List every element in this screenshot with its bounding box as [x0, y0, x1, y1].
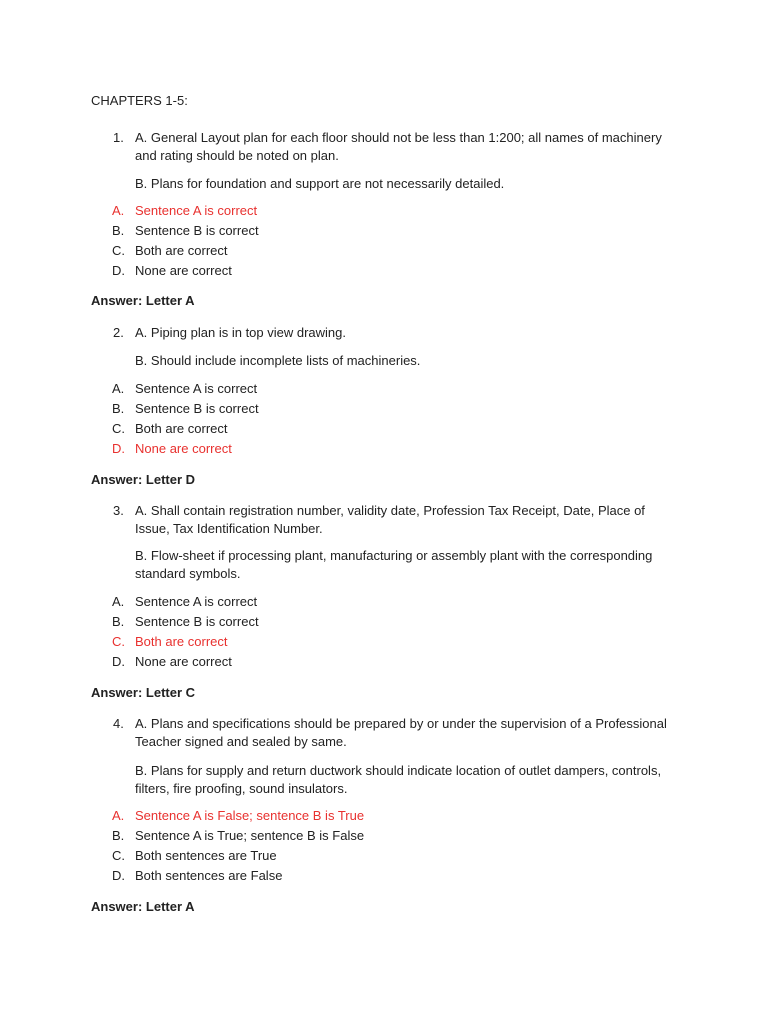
option-text: Both are correct	[135, 421, 228, 436]
option-letter: B.	[112, 614, 125, 629]
page-heading: CHAPTERS 1-5:	[91, 93, 188, 108]
option-text: Both are correct	[135, 634, 228, 649]
option-text: Sentence A is True; sentence B is False	[135, 828, 365, 843]
option-text: Sentence B is correct	[135, 401, 259, 416]
question-statement-b: B. Plans for supply and return ductwork should indicate location of outlet dampers, controls, filters, fire proofing, sound insulators.	[135, 763, 662, 796]
option-letter: D.	[112, 263, 125, 278]
question-statement-a: A. Piping plan is in top view drawing.	[135, 325, 347, 340]
option-text: Both sentences are True	[135, 848, 277, 863]
option-text: Sentence B is correct	[135, 614, 259, 629]
option-text: Sentence A is correct	[135, 594, 258, 609]
question-statement-a: A. Shall contain registration number, validity date, Profession Tax Receipt, Date, Place of Issue, Tax Identification Number.	[135, 503, 645, 536]
option-text: None are correct	[135, 441, 232, 456]
option-letter: B.	[112, 828, 125, 843]
option-letter: C.	[112, 421, 125, 436]
option-letter: B.	[112, 401, 125, 416]
question-statement-a: A. General Layout plan for each floor should not be less than 1:200; all names of machinery and rating should be noted on plan.	[135, 130, 662, 163]
question-statement-a: A. Plans and specifications should be prepared by or under the supervision of a Professional Teacher signed and sealed by same.	[135, 716, 667, 749]
answer-line: Answer: Letter C	[91, 685, 196, 700]
option-letter: D.	[112, 868, 125, 883]
question-statement-b: B. Plans for foundation and support are not necessarily detailed.	[135, 176, 505, 191]
option-letter: C.	[112, 243, 125, 258]
answer-line: Answer: Letter A	[91, 293, 195, 308]
answer-line: Answer: Letter A	[91, 899, 195, 914]
option-text: Sentence A is correct	[135, 203, 258, 218]
option-text: Sentence B is correct	[135, 223, 259, 238]
answer-line: Answer: Letter D	[91, 472, 196, 487]
option-text: Sentence A is correct	[135, 381, 258, 396]
option-letter: A.	[112, 808, 125, 823]
option-letter: D.	[112, 654, 125, 669]
question-statement-b: B. Should include incomplete lists of machineries.	[135, 353, 421, 368]
option-text: None are correct	[135, 654, 232, 669]
question-number: 3.	[113, 503, 124, 518]
question-number: 2.	[113, 325, 124, 340]
question-number: 4.	[113, 716, 124, 731]
option-letter: B.	[112, 223, 125, 238]
option-text: Both sentences are False	[135, 868, 283, 883]
option-letter: D.	[112, 441, 125, 456]
option-letter: C.	[112, 848, 125, 863]
question-number: 1.	[113, 130, 124, 145]
option-text: Both are correct	[135, 243, 228, 258]
option-letter: A.	[112, 381, 125, 396]
option-text: None are correct	[135, 263, 232, 278]
option-text: Sentence A is False; sentence B is True	[135, 808, 365, 823]
option-letter: A.	[112, 594, 125, 609]
question-statement-b: B. Flow-sheet if processing plant, manufacturing or assembly plant with the corresponding standard symbols.	[135, 548, 653, 581]
option-letter: A.	[112, 203, 125, 218]
option-letter: C.	[112, 634, 125, 649]
